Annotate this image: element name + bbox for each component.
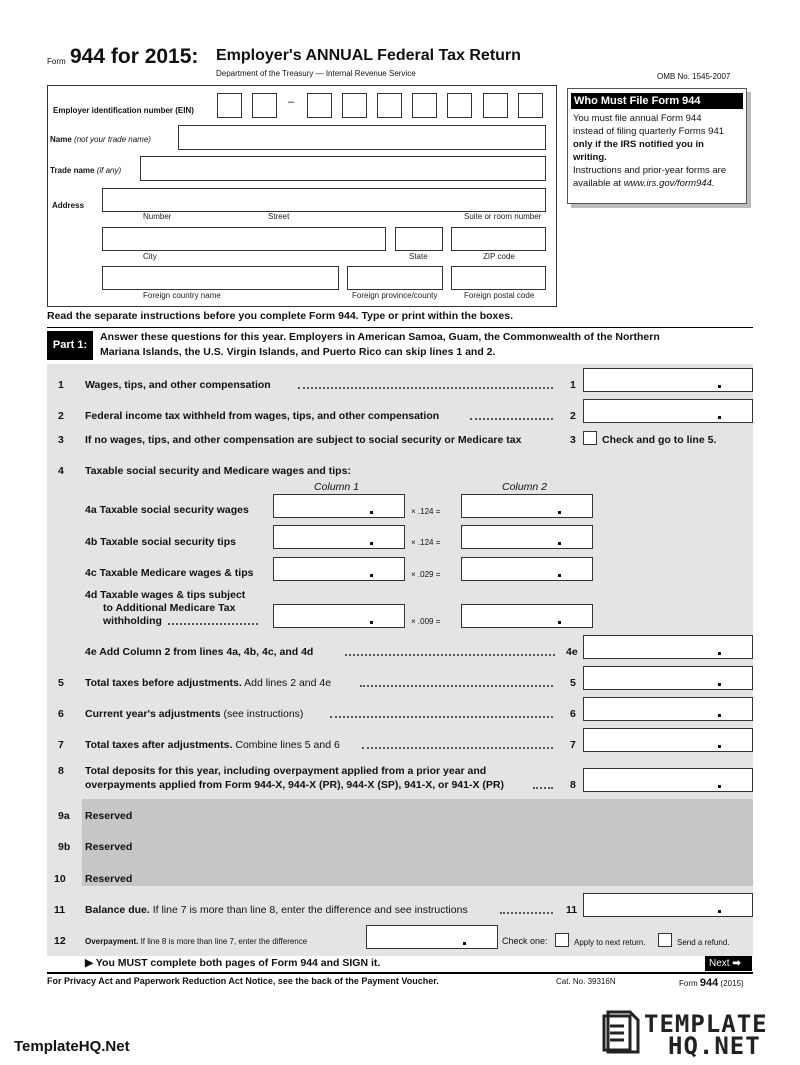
foreign-postal-caption: Foreign postal code	[464, 291, 535, 300]
line8-amount-input[interactable]	[583, 768, 753, 792]
reserved-shaded-area	[82, 799, 753, 886]
wmf-line3: only if the IRS notified you in	[573, 139, 704, 150]
line12-amount-input[interactable]	[366, 925, 498, 949]
line3-checkbox[interactable]	[583, 431, 597, 445]
footer-rule	[47, 972, 753, 974]
privacy-notice: For Privacy Act and Paperwork Reduction Act Notice, see the back of the Payment Voucher.	[47, 976, 439, 986]
line4e-label: 4e Add Column 2 from lines 4a, 4b, 4c, and 4d	[85, 646, 314, 658]
line7-text: Combine lines 5 and 6	[232, 739, 340, 751]
line4a-column1-input[interactable]	[273, 494, 405, 518]
send-refund-label: Send a refund.	[677, 938, 730, 947]
line9b-text: Reserved	[85, 841, 133, 853]
line5-bold: Total taxes before adjustments.	[85, 677, 242, 689]
trade-name-hint: (if any)	[96, 166, 122, 175]
foreign-country-caption: Foreign country name	[143, 291, 221, 300]
line6-number: 6	[58, 708, 64, 720]
trade-name-input[interactable]	[140, 156, 546, 181]
footer-form-number: 944	[699, 977, 719, 989]
line6-ref: 6	[570, 708, 576, 720]
watermark-left-text: TemplateHQ.Net	[14, 1038, 130, 1055]
line4d-label-2: to Additional Medicare Tax	[103, 602, 236, 614]
line7-bold: Total taxes after adjustments.	[85, 739, 233, 751]
line11-text-group	[85, 904, 468, 916]
part1-top-rule	[47, 327, 753, 328]
line1-ref: 1	[570, 379, 576, 391]
line11-amount-input[interactable]	[583, 893, 753, 917]
who-must-file-box	[567, 88, 747, 204]
line3-number: 3	[58, 434, 64, 446]
line4c-column1-input[interactable]	[273, 557, 405, 581]
state-caption: State	[409, 252, 428, 261]
catalog-number: Cat. No. 39316N	[556, 977, 616, 986]
line4-text: Taxable social security and Medicare wages and tips:	[85, 465, 351, 477]
city-caption: City	[143, 252, 157, 261]
apply-to-next-return-checkbox[interactable]	[555, 933, 569, 947]
line5-number: 5	[58, 677, 64, 689]
part1-heading-line2: Mariana Islands, the U.S. Virgin Islands, and Puerto Rico can skip lines 1 and 2.	[100, 346, 496, 358]
line2-amount-input[interactable]	[583, 399, 753, 423]
trade-name-label: Trade name	[50, 166, 95, 175]
line7-number: 7	[58, 739, 64, 751]
line5-ref: 5	[570, 677, 576, 689]
line4a-column2-input[interactable]	[461, 494, 593, 518]
street-caption: Street	[268, 212, 290, 221]
line7-ref: 7	[570, 739, 576, 751]
line6-bold: Current year's adjustments	[85, 708, 221, 720]
form-prefix: Form	[47, 57, 66, 66]
line8-number: 8	[58, 765, 64, 777]
line8-text-1: Total deposits for this year, including overpayment applied from a prior year and	[85, 765, 487, 777]
line11-leader	[500, 912, 553, 914]
wmf-line1: You must file annual Form 944	[573, 113, 702, 124]
line4d-label-1: 4d Taxable wages & tips subject	[85, 589, 246, 601]
line1-text: Wages, tips, and other compensation	[85, 379, 271, 391]
line4d-column2-input[interactable]	[461, 604, 593, 628]
line4d-column1-input[interactable]	[273, 604, 405, 628]
zip-input[interactable]	[451, 227, 546, 251]
line4b-label: 4b Taxable social security tips	[85, 536, 236, 548]
line12-text-group	[85, 937, 307, 946]
irs-link[interactable]: www.irs.gov/form944.	[623, 178, 715, 189]
line6-amount-input[interactable]	[583, 697, 753, 721]
column2-header: Column 2	[502, 481, 547, 493]
line6-text: (see instructions)	[220, 708, 304, 720]
line11-text: If line 7 is more than line 8, enter the difference and see instructions	[149, 904, 468, 916]
form-name: 944 for 2015:	[70, 45, 199, 68]
zip-caption: ZIP code	[483, 252, 515, 261]
city-input[interactable]	[102, 227, 386, 251]
line2-text: Federal income tax withheld from wages, tips, and other compensation	[85, 410, 440, 422]
send-refund-checkbox[interactable]	[658, 933, 672, 947]
wmf-line6	[573, 177, 741, 190]
line11-bold: Balance due.	[85, 904, 150, 916]
line4e-ref: 4e	[566, 646, 578, 658]
line5-text-group	[85, 677, 331, 689]
line4c-multiplier: × .029 =	[411, 570, 441, 579]
line4b-multiplier: × .124 =	[411, 538, 441, 547]
ein-digit-8[interactable]	[483, 93, 508, 118]
next-arrow-icon: ➡	[732, 958, 741, 969]
document-icon	[602, 1010, 642, 1055]
line4d-multiplier: × .009 =	[411, 617, 441, 626]
foreign-province-caption: Foreign province/county	[352, 291, 438, 300]
line8-ref: 8	[570, 779, 576, 791]
wmf-line6-prefix: available at	[573, 178, 624, 189]
part1-heading-line1: Answer these questions for this year. Employers in American Samoa, Guam, the Commonwealth of the Northern	[100, 331, 660, 343]
line5-text: Add lines 2 and 4e	[241, 677, 332, 689]
line12-number: 12	[54, 935, 66, 947]
address-label: Address	[52, 201, 85, 210]
line12-bold: Overpayment.	[85, 937, 139, 946]
who-must-file-body	[568, 109, 746, 193]
part1-label: Part 1:	[47, 331, 93, 360]
line6-text-group	[85, 708, 303, 720]
line3-check-text: Check and go to line 5.	[602, 434, 717, 446]
who-must-file-title: Who Must File Form 944	[571, 93, 743, 109]
foreign-country-input[interactable]	[102, 266, 339, 290]
line7-amount-input[interactable]	[583, 728, 753, 752]
line2-number: 2	[58, 410, 64, 422]
line7-text-group	[85, 739, 340, 751]
ein-digit-6[interactable]	[412, 93, 437, 118]
line4-number: 4	[58, 465, 64, 477]
must-complete-notice: ▶ You MUST complete both pages of Form 944 and SIGN it.	[85, 957, 381, 969]
footer-form-id	[679, 977, 744, 989]
line6-leader	[330, 716, 553, 718]
logo-line2: HQ.NET	[668, 1032, 761, 1060]
name-input[interactable]	[178, 125, 546, 150]
state-input[interactable]	[395, 227, 443, 251]
line2-leader	[470, 418, 553, 420]
suite-caption: Suite or room number	[464, 212, 542, 221]
wmf-line2: instead of filing quarterly Forms 941	[573, 126, 725, 137]
department-line: Department of the Treasury — Internal Revenue Service	[216, 69, 416, 78]
line4d-label-3: withholding	[103, 615, 162, 627]
logo-line1: TEMPLATE	[644, 1010, 768, 1038]
ein-digit-5[interactable]	[377, 93, 402, 118]
line4c-label: 4c Taxable Medicare wages & tips	[85, 567, 254, 579]
line8-text-2: overpayments applied from Form 944-X, 944-X (PR), 944-X (SP), 941-X, or 941-X (PR)	[85, 779, 504, 791]
foreign-province-input[interactable]	[347, 266, 443, 290]
line4d-leader	[168, 623, 258, 625]
name-label-group	[50, 135, 151, 144]
name-label: Name	[50, 135, 72, 144]
line11-number: 11	[54, 904, 66, 916]
line1-leader	[298, 387, 553, 389]
foreign-postal-input[interactable]	[451, 266, 546, 290]
next-label: Next	[709, 958, 730, 969]
ein-digit-9[interactable]	[518, 93, 543, 118]
line10-text: Reserved	[85, 873, 133, 885]
ein-dash: –	[288, 96, 295, 108]
footer-form-prefix: Form	[679, 979, 698, 988]
line4e-leader	[345, 654, 555, 656]
ein-digit-1[interactable]	[217, 93, 242, 118]
line3-ref: 3	[570, 434, 576, 446]
line12-text: If line 8 is more than line 7, enter the difference	[138, 937, 308, 946]
ein-label: Employer identification number (EIN)	[53, 106, 194, 115]
line4b-column1-input[interactable]	[273, 525, 405, 549]
line4a-label: 4a Taxable social security wages	[85, 504, 249, 516]
name-hint: (not your trade name)	[74, 135, 151, 144]
wmf-line4: writing.	[573, 152, 607, 163]
line10-number: 10	[54, 873, 66, 885]
line5-amount-input[interactable]	[583, 666, 753, 690]
wmf-line5: Instructions and prior-year forms are	[573, 165, 727, 176]
line5-leader	[360, 685, 553, 687]
line11-ref: 11	[566, 904, 578, 916]
ein-digit-4[interactable]	[342, 93, 367, 118]
line4b-column2-input[interactable]	[461, 525, 593, 549]
omb-number: OMB No. 1545-2007	[657, 72, 731, 81]
line4c-column2-input[interactable]	[461, 557, 593, 581]
line9a-number: 9a	[58, 810, 70, 822]
ein-digit-3[interactable]	[307, 93, 332, 118]
line1-amount-input[interactable]	[583, 368, 753, 392]
column1-header: Column 1	[314, 481, 359, 493]
next-button[interactable]	[705, 956, 752, 971]
line8-leader	[533, 787, 553, 789]
footer-form-year: (2015)	[720, 979, 744, 988]
form-title: Employer's ANNUAL Federal Tax Return	[216, 47, 521, 64]
line4e-amount-input[interactable]	[583, 635, 753, 659]
line9b-number: 9b	[58, 841, 71, 853]
line1-number: 1	[58, 379, 64, 391]
ein-digit-7[interactable]	[447, 93, 472, 118]
number-caption: Number	[143, 212, 172, 221]
trade-label-group	[50, 166, 121, 175]
ein-digit-2[interactable]	[252, 93, 277, 118]
line4a-multiplier: × .124 =	[411, 507, 441, 516]
street-address-input[interactable]	[102, 188, 546, 212]
line9a-text: Reserved	[85, 810, 133, 822]
apply-to-next-return-label: Apply to next return.	[574, 938, 646, 947]
line3-text: If no wages, tips, and other compensation are subject to social security or Medicare tax	[85, 434, 522, 446]
line12-check-one: Check one:	[502, 936, 548, 946]
line2-ref: 2	[570, 410, 576, 422]
read-instructions: Read the separate instructions before you complete Form 944. Type or print within the boxes.	[47, 310, 513, 322]
line7-leader	[362, 747, 553, 749]
